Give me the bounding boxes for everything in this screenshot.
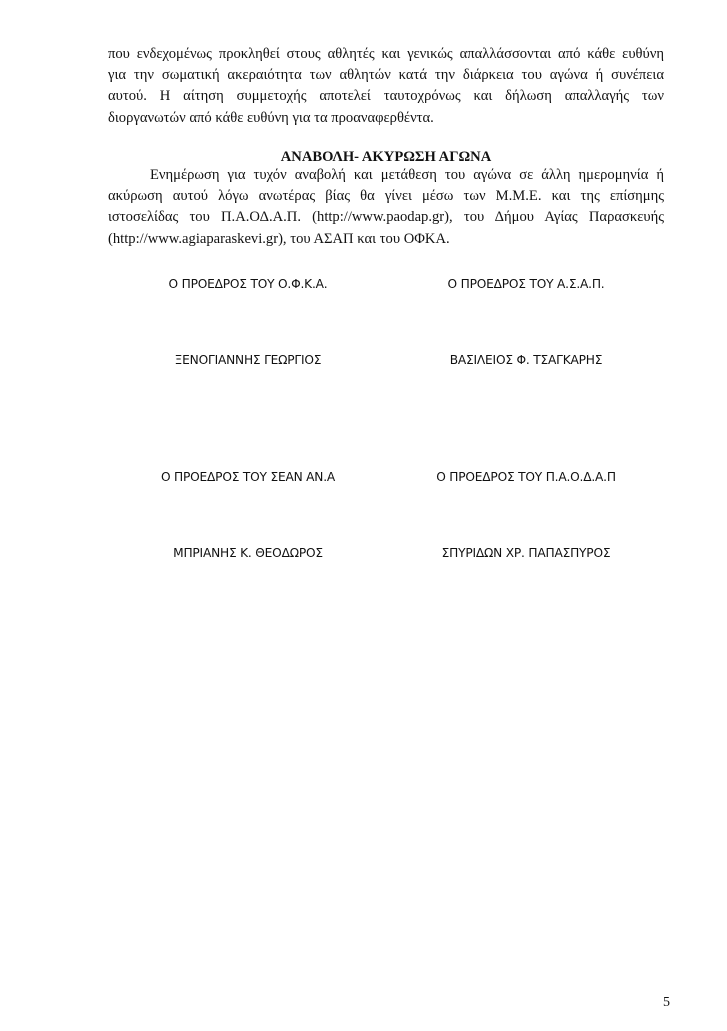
paragraph-line: ακύρωση αυτού λόγω ανωτέρας βίας θα γίνει μέσω των Μ.Μ.Ε. και της επίσημης [108, 188, 664, 205]
paragraph-line: (http://www.agiaparaskevi.gr), του ΑΣΑΠ και του ΟΦΚΑ. [108, 230, 450, 247]
paragraph-line: διοργανωτών από κάθε ευθύνη για τα προαναφερθέντα. [108, 109, 434, 126]
sean-president-name: ΜΠΡΙΑΝΗΣ Κ. ΘΕΟΔΩΡΟΣ [173, 546, 323, 560]
paodap-president-title: Ο ΠΡΟΕΔΡΟΣ ΤΟΥ Π.Α.Ο.Δ.Α.Π [436, 470, 616, 484]
ofka-president-title: Ο ΠΡΟΕΔΡΟΣ ΤΟΥ Ο.Φ.Κ.Α. [168, 277, 328, 291]
asap-president-name: ΒΑΣΙΛΕΙΟΣ Φ. ΤΣΑΓΚΑΡΗΣ [449, 353, 603, 367]
asap-president-title: Ο ΠΡΟΕΔΡΟΣ ΤΟΥ Α.Σ.Α.Π. [447, 277, 605, 291]
paragraph-line: για την σωματική ακεραιότητα των αθλητών κατά την διάρκεια του αγώνα ή συνέπεια [108, 67, 664, 84]
paragraph-line: Ενημέρωση για τυχόν αναβολή και μετάθεση του αγώνα σε άλλη ημερομηνία ή [150, 167, 664, 183]
page-number: 5 [663, 995, 670, 1010]
postponement-paragraph [108, 165, 664, 250]
paragraph-line: ιστοσελίδας του Π.Α.ΟΔ.Α.Π. (http://www.paodap.gr), του Δήμου Αγίας Παρασκευής [108, 209, 664, 226]
liability-paragraph [108, 44, 664, 129]
section-heading: ΑΝΑΒΟΛΗ- ΑΚΥΡΩΣΗ ΑΓΩΝΑ [280, 149, 492, 165]
sean-president-title: Ο ΠΡΟΕΔΡΟΣ ΤΟΥ ΣΕΑΝ ΑΝ.Α [160, 470, 336, 484]
paodap-president-name: ΣΠΥΡΙΔΩΝ ΧΡ. ΠΑΠΑΣΠΥΡΟΣ [441, 546, 611, 560]
paragraph-line: αυτού. Η αίτηση συμμετοχής αποτελεί ταυτοχρόνως και δήλωση απαλλαγής των [108, 88, 664, 105]
paragraph-line: που ενδεχομένως προκληθεί στους αθλητές και γενικώς απαλλάσσονται από κάθε ευθύνη [108, 46, 664, 62]
ofka-president-name: ΞΕΝΟΓΙΑΝΝΗΣ ΓΕΩΡΓΙΟΣ [174, 353, 322, 367]
